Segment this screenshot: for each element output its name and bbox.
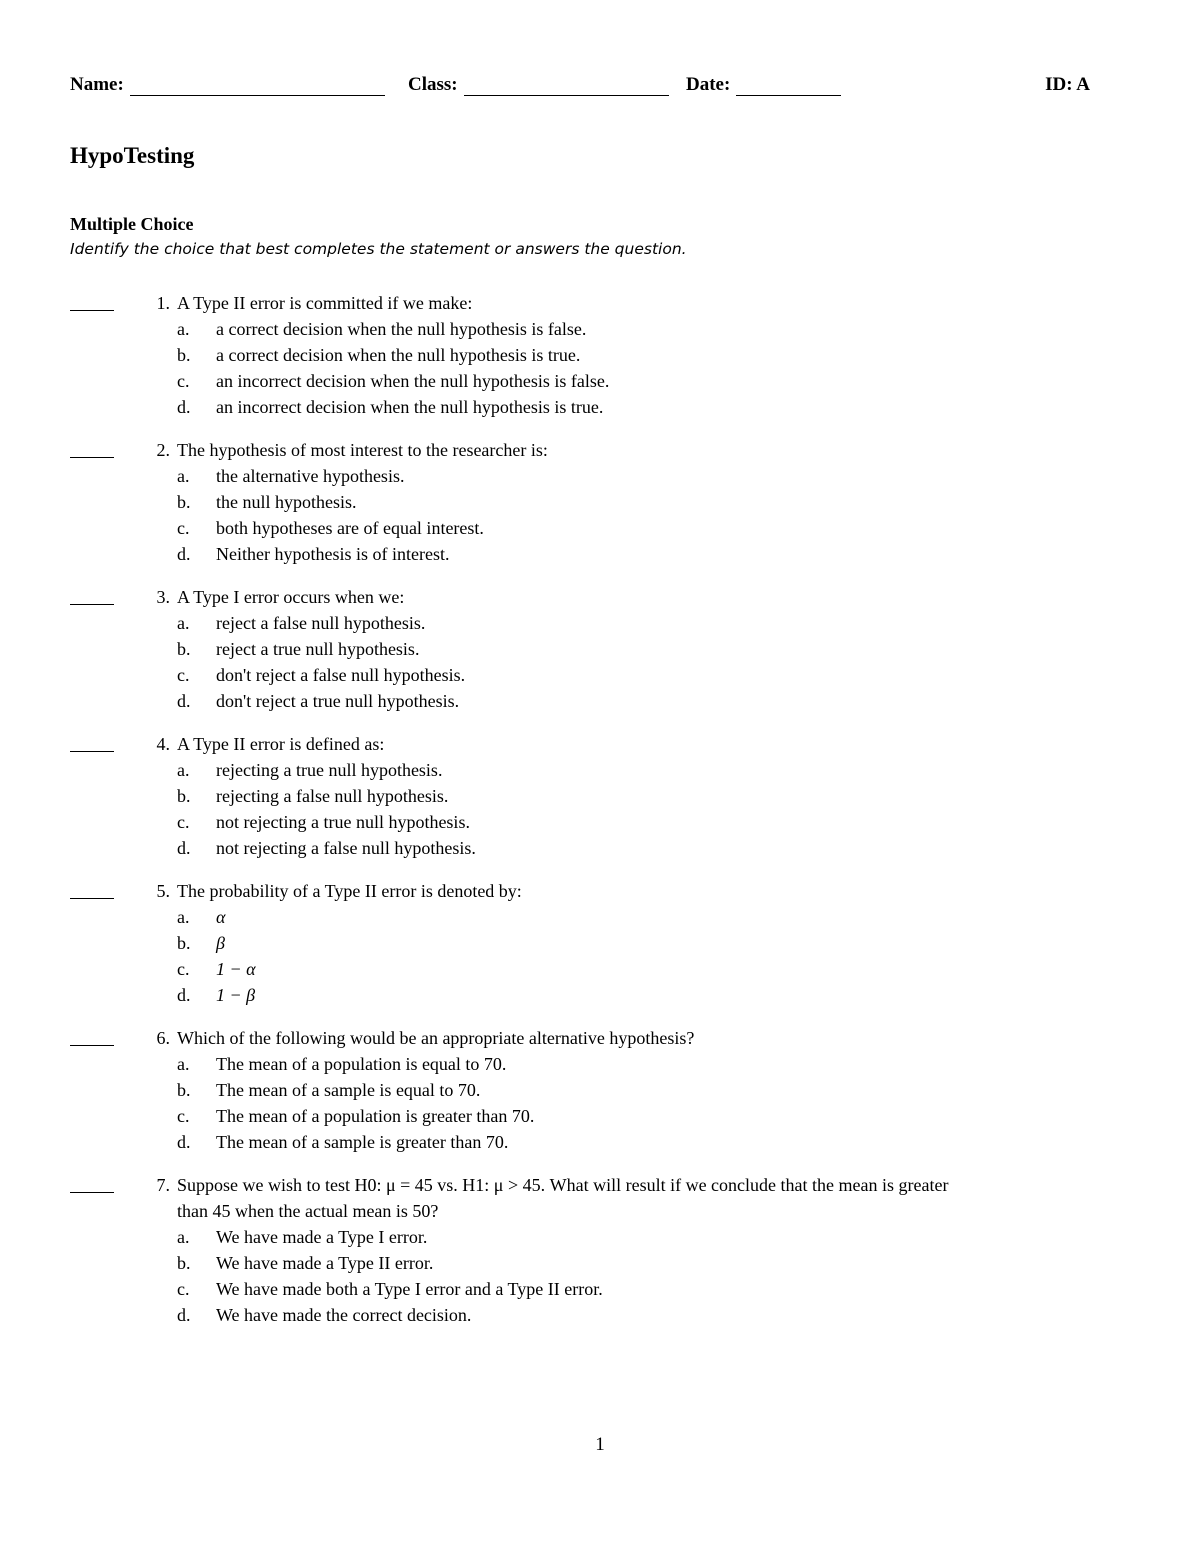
- option-text: The mean of a population is greater than 70.: [216, 1106, 535, 1126]
- question-number: 2.: [156, 440, 170, 460]
- option: [177, 1051, 1110, 1077]
- question-number: 4.: [156, 734, 170, 754]
- question-list: [70, 290, 1110, 1345]
- option-letter: b.: [177, 639, 191, 659]
- option-text: α: [216, 907, 226, 927]
- option-text: the alternative hypothesis.: [216, 466, 405, 486]
- option-letter: a.: [177, 907, 190, 927]
- id-label: ID: A: [1045, 74, 1090, 95]
- option: [177, 688, 1110, 714]
- question-stem: The hypothesis of most interest to the researcher is:: [177, 440, 548, 460]
- option-text: The mean of a sample is equal to 70.: [216, 1080, 481, 1100]
- question-stem: A Type II error is defined as:: [177, 734, 385, 754]
- option-letter: c.: [177, 959, 190, 979]
- answer-blank[interactable]: [70, 1172, 114, 1193]
- question-1: [70, 290, 1110, 420]
- option-text: not rejecting a false null hypothesis.: [216, 838, 476, 858]
- option-text: don't reject a false null hypothesis.: [216, 665, 466, 685]
- question-stem-line-2: than 45 when the actual mean is 50?: [177, 1201, 439, 1221]
- answer-blank[interactable]: [70, 878, 114, 899]
- answer-blank[interactable]: [70, 290, 114, 311]
- option: [177, 809, 1110, 835]
- option-text: don't reject a true null hypothesis.: [216, 691, 460, 711]
- question-stem: A Type II error is committed if we make:: [177, 293, 473, 313]
- option-letter: d.: [177, 985, 191, 1005]
- page-number: 1: [595, 1434, 605, 1455]
- option-text: an incorrect decision when the null hypothesis is true.: [216, 397, 604, 417]
- question-number: 3.: [156, 587, 170, 607]
- option: [177, 930, 1110, 956]
- option-letter: a.: [177, 1054, 190, 1074]
- question-6: [70, 1025, 1110, 1155]
- option-text: the null hypothesis.: [216, 492, 357, 512]
- question-number: 5.: [156, 881, 170, 901]
- answer-blank[interactable]: [70, 731, 114, 752]
- class-field: [408, 74, 669, 96]
- option-letter: b.: [177, 492, 191, 512]
- option: [177, 636, 1110, 662]
- option-text: The mean of a population is equal to 70.: [216, 1054, 507, 1074]
- option-text: an incorrect decision when the null hypothesis is false.: [216, 371, 610, 391]
- option-letter: c.: [177, 1279, 190, 1299]
- option: [177, 757, 1110, 783]
- option-text: a correct decision when the null hypothesis is false.: [216, 319, 587, 339]
- option-text: a correct decision when the null hypothesis is true.: [216, 345, 581, 365]
- option: [177, 342, 1110, 368]
- option-letter: d.: [177, 544, 191, 564]
- section-instructions: Identify the choice that best completes the statement or answers the question.: [70, 240, 687, 258]
- option-letter: d.: [177, 691, 191, 711]
- option-text: We have made both a Type I error and a Type II error.: [216, 1279, 603, 1299]
- option-letter: c.: [177, 1106, 190, 1126]
- option-letter: d.: [177, 838, 191, 858]
- option-letter: a.: [177, 466, 190, 486]
- option: [177, 982, 1110, 1008]
- option-letter: c.: [177, 371, 190, 391]
- option-text: We have made a Type II error.: [216, 1253, 434, 1273]
- option: [177, 515, 1110, 541]
- section-heading: Multiple Choice: [70, 214, 194, 234]
- class-blank[interactable]: [464, 76, 669, 96]
- option-letter: a.: [177, 1227, 190, 1247]
- option-text: The mean of a sample is greater than 70.: [216, 1132, 509, 1152]
- class-label: Class:: [408, 74, 458, 95]
- option-text: both hypotheses are of equal interest.: [216, 518, 484, 538]
- option-text: reject a false null hypothesis.: [216, 613, 426, 633]
- question-4: [70, 731, 1110, 861]
- option-letter: b.: [177, 345, 191, 365]
- answer-blank[interactable]: [70, 1025, 114, 1046]
- question-number: 7.: [156, 1175, 170, 1195]
- option: [177, 1302, 1110, 1328]
- option-letter: b.: [177, 1253, 191, 1273]
- option-text: 1 − α: [216, 959, 256, 979]
- option: [177, 368, 1110, 394]
- option-letter: d.: [177, 397, 191, 417]
- date-blank[interactable]: [736, 76, 841, 96]
- option: [177, 1103, 1110, 1129]
- question-5: [70, 878, 1110, 1008]
- question-stem: The probability of a Type II error is denoted by:: [177, 881, 522, 901]
- option: [177, 463, 1110, 489]
- question-7: [70, 1172, 1110, 1328]
- question-stem: Which of the following would be an appropriate alternative hypothesis?: [177, 1028, 695, 1048]
- option: [177, 1276, 1110, 1302]
- option-letter: b.: [177, 1080, 191, 1100]
- option: [177, 1224, 1110, 1250]
- option-letter: c.: [177, 812, 190, 832]
- option-letter: a.: [177, 319, 190, 339]
- option-letter: c.: [177, 665, 190, 685]
- option-letter: d.: [177, 1132, 191, 1152]
- name-blank[interactable]: [130, 76, 385, 96]
- option-text: We have made a Type I error.: [216, 1227, 428, 1247]
- option-letter: d.: [177, 1305, 191, 1325]
- option: [177, 1250, 1110, 1276]
- option: [177, 316, 1110, 342]
- option-letter: b.: [177, 786, 191, 806]
- question-number: 6.: [156, 1028, 170, 1048]
- option: [177, 783, 1110, 809]
- option-text: rejecting a true null hypothesis.: [216, 760, 443, 780]
- answer-blank[interactable]: [70, 584, 114, 605]
- date-label: Date:: [686, 74, 731, 95]
- option-text: rejecting a false null hypothesis.: [216, 786, 449, 806]
- option-text: β: [216, 933, 225, 953]
- question-number: 1.: [156, 293, 170, 313]
- option: [177, 394, 1110, 420]
- question-stem-line-1: Suppose we wish to test H0: μ = 45 vs. H1: μ > 45. What will result if we conclude that the mean is greater: [177, 1175, 949, 1195]
- option-letter: a.: [177, 613, 190, 633]
- option: [177, 1129, 1110, 1155]
- option-text: not rejecting a true null hypothesis.: [216, 812, 470, 832]
- worksheet-header: [70, 74, 1090, 98]
- worksheet-title: HypoTesting: [70, 143, 195, 168]
- option: [177, 662, 1110, 688]
- option-text: We have made the correct decision.: [216, 1305, 472, 1325]
- date-field: [686, 74, 841, 96]
- option-letter: c.: [177, 518, 190, 538]
- name-label: Name:: [70, 74, 124, 95]
- option-letter: b.: [177, 933, 191, 953]
- option-letter: a.: [177, 760, 190, 780]
- question-2: [70, 437, 1110, 567]
- option-text: reject a true null hypothesis.: [216, 639, 420, 659]
- option-text: 1 − β: [216, 985, 256, 1005]
- option: [177, 1077, 1110, 1103]
- question-3: [70, 584, 1110, 714]
- option: [177, 956, 1110, 982]
- option: [177, 610, 1110, 636]
- answer-blank[interactable]: [70, 437, 114, 458]
- option: [177, 489, 1110, 515]
- option-text: Neither hypothesis is of interest.: [216, 544, 450, 564]
- option: [177, 904, 1110, 930]
- option: [177, 835, 1110, 861]
- name-field: [70, 74, 385, 96]
- option: [177, 541, 1110, 567]
- question-stem: A Type I error occurs when we:: [177, 587, 405, 607]
